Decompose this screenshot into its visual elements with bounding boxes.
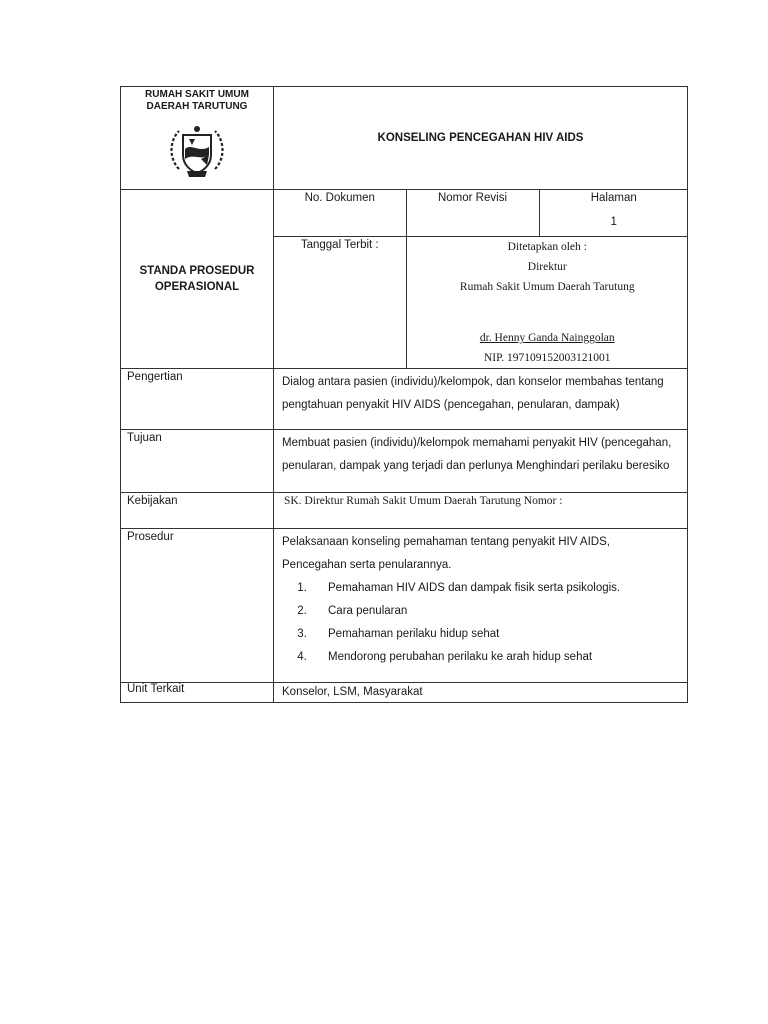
approval-set-by: Ditetapkan oleh :	[507, 241, 587, 253]
kebijakan-label: Kebijakan	[121, 493, 274, 529]
tujuan-label: Tujuan	[121, 430, 274, 493]
meta-row	[274, 190, 688, 237]
prosedur-line-1: Pelaksanaan konseling pemahaman tentang penyakit HIV AIDS,	[282, 536, 610, 548]
prosedur-line-2: Pencegahan serta penularannya.	[282, 559, 452, 571]
sop-label	[121, 190, 274, 369]
kebijakan-content: SK. Direktur Rumah Sakit Umum Daerah Tarutung Nomor :	[274, 493, 688, 529]
pengertian-line-2: pengtahuan penyakit HIV AIDS (pencegahan, penularan, dampak)	[282, 399, 620, 411]
sop-label-line-1: STANDA PROSEDUR	[139, 265, 255, 277]
crest-icon	[165, 119, 229, 183]
prosedur-step: 3. Pemahaman perilaku hidup sehat	[310, 623, 679, 646]
prosedur-label: Prosedur	[121, 529, 274, 683]
institution-name	[121, 87, 273, 113]
prosedur-steps	[282, 577, 679, 669]
pengertian-label: Pengertian	[121, 369, 274, 430]
revision-label: Nomor Revisi	[406, 190, 539, 236]
approval-block	[406, 237, 688, 368]
institution-line-2: DAERAH TARUTUNG	[146, 101, 248, 112]
approval-name: dr. Henny Ganda Nainggolan	[479, 332, 615, 344]
approval-institution: Rumah Sakit Umum Daerah Tarutung	[459, 281, 635, 293]
sop-document-table	[120, 86, 688, 703]
doc-number-label: No. Dokumen	[274, 190, 406, 236]
tujuan-line-1: Membuat pasien (individu)/kelompok memahami penyakit HIV (pencegahan,	[282, 437, 672, 449]
pengertian-line-1: Dialog antara pasien (individu)/kelompok, dan konselor membahas tentang	[282, 376, 664, 388]
prosedur-content	[274, 529, 688, 683]
page-value: 1	[610, 216, 617, 228]
approval-row	[274, 237, 688, 369]
unit-terkait-content: Konselor, LSM, Masyarakat	[274, 683, 688, 703]
prosedur-step: 4. Mendorong perubahan perilaku ke arah hidup sehat	[310, 646, 679, 669]
hospital-logo	[121, 119, 273, 186]
prosedur-step: 1. Pemahaman HIV AIDS dan dampak fisik serta psikologis.	[310, 577, 679, 600]
unit-terkait-label: Unit Terkait	[121, 683, 274, 703]
approval-position: Direktur	[527, 261, 567, 273]
institution-line-1: RUMAH SAKIT UMUM	[145, 89, 249, 100]
pengertian-content	[274, 369, 688, 430]
page-label: Halaman	[590, 192, 637, 204]
approval-nip: NIP. 197109152003121001	[483, 352, 611, 364]
approval-inner-table	[274, 237, 688, 368]
tujuan-line-2: penularan, dampak yang terjadi dan perlunya Menghindari perilaku beresiko	[282, 460, 670, 472]
meta-inner-table	[274, 190, 688, 236]
sop-label-line-2: OPERASIONAL	[154, 281, 240, 293]
document-title: KONSELING PENCEGAHAN HIV AIDS	[274, 87, 688, 190]
issue-date-label: Tanggal Terbit :	[274, 237, 406, 368]
institution-cell	[121, 87, 274, 190]
tujuan-content	[274, 430, 688, 493]
prosedur-step: 2. Cara penularan	[310, 600, 679, 623]
page-cell	[539, 190, 688, 236]
